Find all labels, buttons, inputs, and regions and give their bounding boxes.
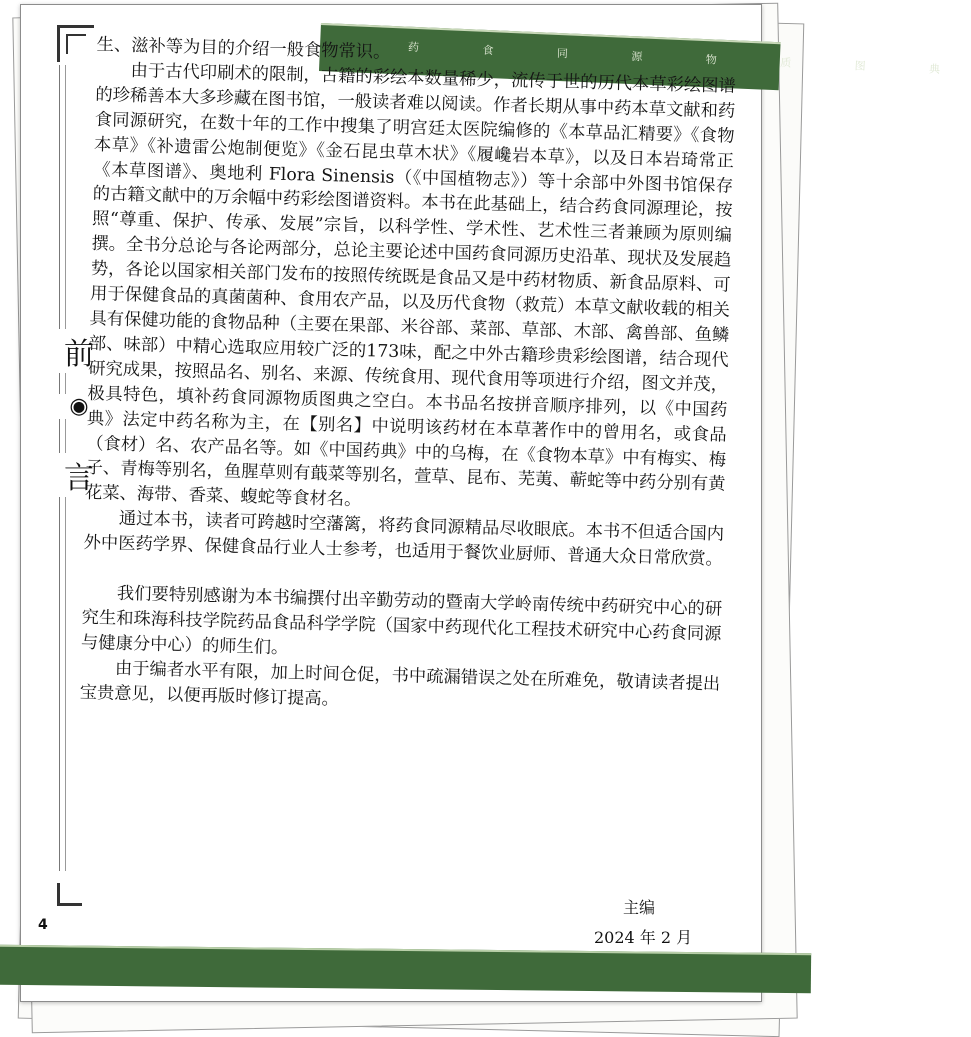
- preface-date: 2024 年 2 月: [594, 928, 693, 947]
- side-title-char-1: 前: [49, 329, 109, 373]
- side-title-char-2: 言: [49, 453, 109, 497]
- book-page: [20, 4, 971, 1002]
- footer-band: [0, 945, 811, 994]
- paragraph-5: 由于编者水平有限，加上时间仓促，书中疏漏错误之处在所难免，敬请读者提出宝贵意见，以便再版时修订提高。: [79, 658, 721, 710]
- paragraph-4: 我们要特别感谢为本书编撰付出辛勤劳动的暨南大学岭南传统中药研究中心的研究生和珠海科技学院药品食品科学学院（国家中药现代化工程技术研究中心药食同源与健康分中心）的师生们。: [80, 583, 723, 659]
- paragraph-3: 通过本书，读者可跨越时空藩篱，将药食同源精品尽收眼底。本书不但适合国内外中医药学界、保健食品行业人士参考，也适用于餐饮业厨师、普通大众日常欣赏。: [83, 508, 725, 570]
- editor-signature: 主编: [623, 898, 656, 917]
- side-title-symbol: ◉: [49, 394, 109, 419]
- paragraph-1: 生、滋补等为目的介绍一般食物常识。: [96, 34, 391, 63]
- preface-text: [79, 33, 736, 722]
- bottom-ornament: [57, 883, 82, 906]
- header-band-text: 药 食 同 源 物 质 图 典: [407, 40, 971, 78]
- corner-ornament: [57, 25, 94, 62]
- page-number: 4: [38, 917, 48, 933]
- paragraph-2: 由于古代印刷术的限制，古籍的彩绘本数量稀少，流传于世的历代本草彩绘图谱的珍稀善本大多珍藏在图书馆，一般读者难以阅读。作者长期从事中药本草文献和药食同源研究，在数十年的工作中搜集了明宫廷太医院编修的《本草品汇精要》《食物本草》《补遗雷公炮制便览》《金石昆虫草木状》《履巉岩本草》，以及日本岩琦常正《本草图谱》、奥地利 Flora Sinensis（《中国植物志》）等十余部中外图书馆保存的古籍文献中的万余幅中药彩绘图谱资料。本书在此基础上，结合药食同源理论，按照“尊重、保护、传承、发展”宗旨，以科学性、学术性、艺术性三者兼顾为原则编撰。全书分总论与各论两部分，总论主要论述中国药食同源历史沿革、现状及发展趋势，各论以国家相关部门发布的按照传统既是食品又是中药材物质、新食品原料、可用于保健食品的真菌菌种、食用农产品，以及历代食物（救荒）本草文献收载的相关具有保健功能的食物品种（主要在果部、米谷部、菜部、草部、木部、禽兽部、鱼鳞部、味部）中精心选取应用较广泛的173味，配之中外古籍珍贵彩绘图谱，结合现代研究成果，按照品名、别名、来源、传统食用、现代食用等项进行介绍，图文并茂，极具特色，填补药食同源物质图典之空白。本书品名按拼音顺序排列，以《中国药典》法定中药名称为主，在【别名】中说明该药材在本草著作中的曾用名，或食品（食材）名、农产品名等。如《中国药典》中的乌梅，在《食物本草》中有梅实、梅子、青梅等别名，鱼腥草则有蕺菜等别名，萱草、昆布、芜荑、蕲蛇等中药分别有黄花菜、海带、香菜、蝮蛇等食材名。: [84, 60, 737, 511]
